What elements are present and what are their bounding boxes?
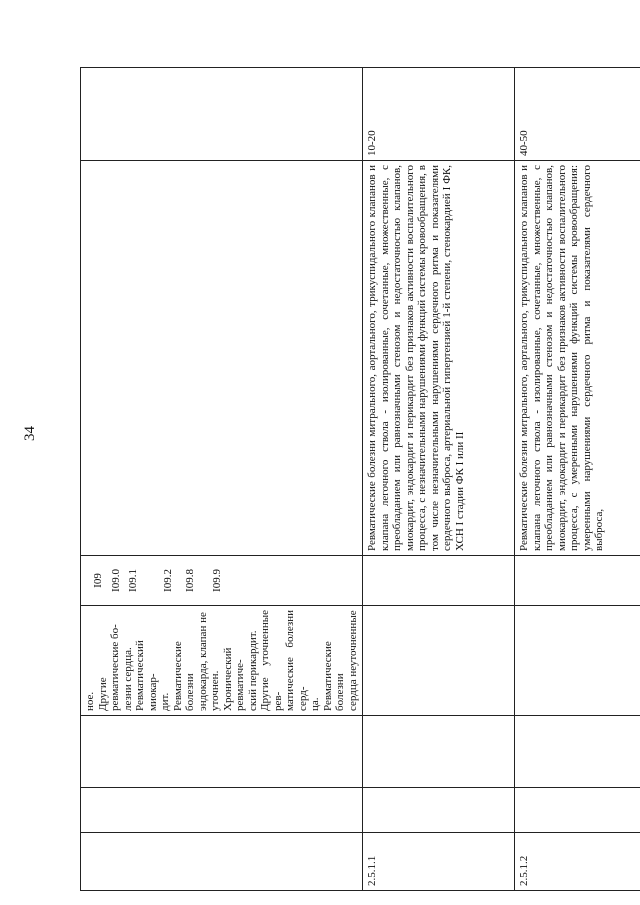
table-row: [515, 68, 640, 891]
cell-empty: [515, 788, 640, 833]
diagnosis-line: ский перикардит.: [246, 630, 259, 711]
diagnosis-line: Другие уточненные рев-: [259, 610, 284, 711]
cell-code-empty: [81, 833, 363, 891]
cell-empty: [515, 606, 640, 716]
cell-percent: 10-20: [363, 68, 515, 161]
icd-code: I09.1: [127, 569, 139, 592]
diagnosis-line: эндокарда, клапан не: [196, 612, 209, 711]
cell-code: 2.5.1.1: [363, 833, 515, 891]
cell-empty: [515, 716, 640, 788]
icd-code: I09.0: [109, 569, 122, 592]
cell-empty: [515, 556, 640, 606]
icd-code: I09.2: [161, 569, 174, 592]
cell-description: [363, 161, 515, 556]
diagnosis-line: уточнен.: [209, 670, 221, 711]
cell-empty: [81, 788, 363, 833]
icd-code: I09.9: [210, 569, 223, 592]
document-table: [80, 67, 640, 891]
cell-percent: 40-50: [515, 68, 640, 161]
diagnosis-line: лезни сердца.: [121, 647, 134, 711]
cell-description: [515, 161, 640, 556]
diagnosis-line: ное.: [84, 691, 96, 711]
cell-desc-empty: [81, 161, 363, 556]
cell-icd-codes: [81, 556, 363, 606]
diagnosis-line: сердца неуточненные: [346, 610, 359, 711]
diagnosis-line: Ревматические болезни: [321, 641, 346, 711]
diagnosis-line: Ревматический миокар-: [134, 640, 159, 711]
diagnosis-line: Другие ревматические бо-: [96, 624, 121, 711]
icd-code: I09.8: [184, 569, 196, 592]
cell-empty: [363, 716, 515, 788]
icd-code: I09: [92, 573, 104, 588]
description-text: Ревматические болезни митрального, аортального, трикуспидального клапанов и клапана легочного ствола - изолированные, сочетанные, множественные, с преобладанием или равнозначными стенозом и недостаточностью клапанов, миокардит, эндокардит и перикардит без признаков активности воспалительного процесса, с незначительными нарушениями функций системы кровообращения, в том числе незначительными нарушениями сердечного ритма и показателями сердечного выброса, артериальной гипертензией 1-й степени, стенокардией I ФК, ХСН I стадии ФК I или II: [366, 165, 466, 551]
cell-percent-empty: [81, 68, 363, 161]
cell-empty: [363, 556, 515, 606]
diagnosis-line: Хронический ревматиче-: [221, 647, 246, 711]
table-row: [363, 68, 515, 891]
cell-diagnoses-list: [81, 606, 363, 716]
diagnosis-line: матические болезни серд-: [284, 610, 309, 711]
table-row-continuation: [81, 68, 363, 891]
cell-empty: [363, 606, 515, 716]
page-number: 34: [22, 426, 38, 441]
cell-empty: [363, 788, 515, 833]
cell-code: 2.5.1.2: [515, 833, 640, 891]
diagnosis-line: Ревматические болезни: [171, 641, 196, 711]
diagnosis-line: дит.: [159, 692, 171, 711]
description-text: Ревматические болезни митрального, аортального, трикуспидального клапанов и клапана легочного ствола - изолированные, сочетанные, множественные, с преобладанием или равнозначными стенозом и недостаточностью клапанов, миокардит, эндокардит и перикардит без признаков активности воспалительного процесса, с умеренными нарушениями функций системы кровообращения: умеренными нарушениями сердечного ритма и показателями сердечного выброса,: [518, 165, 605, 551]
cell-empty: [81, 716, 363, 788]
document-table-rotated: [80, 68, 605, 891]
diagnosis-line: ца.: [309, 697, 321, 711]
